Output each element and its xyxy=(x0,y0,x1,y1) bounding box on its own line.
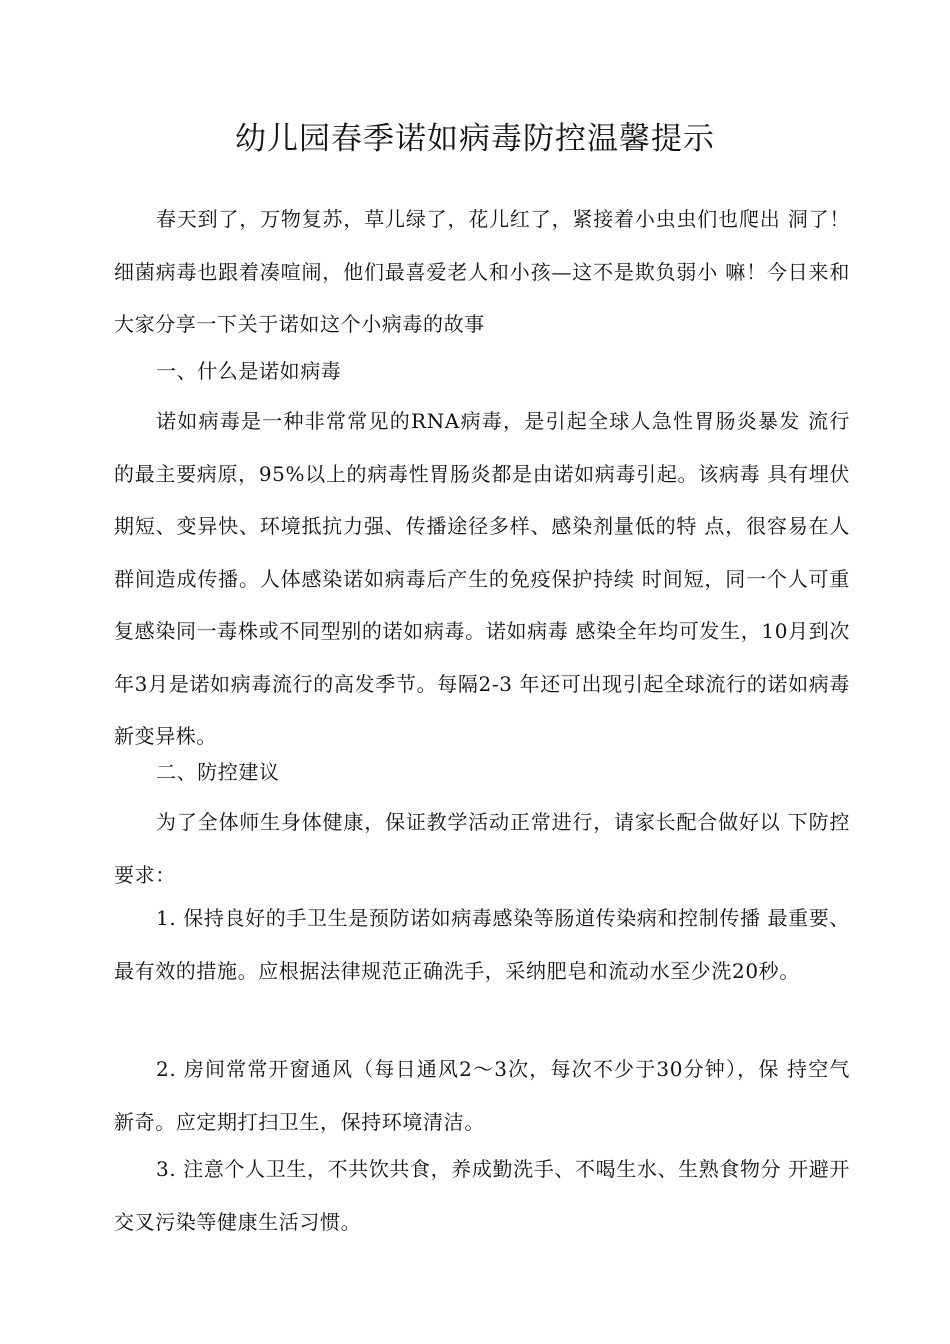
norovirus-description-paragraph: 诺如病毒是一种非常常见的RNA病毒，是引起全球人急性胃肠炎暴发 流行的最主要病原，95%以上的病毒性胃肠炎都是由诺如病毒引起。该病毒 具有埋伏期短、变异快、环境抵抗力强、传播途径多样、感染剂量低的特 点，很容易在人群间造成传播。人体感染诺如病毒后产生的免疫保护持续 时间短，同一个人可重复感染同一毒株或不同型别的诺如病毒。诺如病毒 感染全年均可发生，10月到次年3月是诺如病毒流行的高发季节。每隔2-3 年还可出现引起全球流行的诺如病毒新变异株。 xyxy=(114,409,850,748)
intro-paragraph: 春天到了，万物复苏，草儿绿了，花儿红了，紧接着小虫虫们也爬出 洞了！细菌病毒也跟着凑喧闹，他们最喜爱老人和小孩—这不是欺负弱小 嘛！今日来和大家分享一下关于诺如这个小病毒的故事 xyxy=(114,207,850,336)
section-heading-prevention: 二、防控建议 xyxy=(156,760,280,784)
prevention-item-personal-hygiene: 3. 注意个人卫生，不共饮共食，养成勤洗手、不喝生水、生熟食物分 开避开交叉污染等健康生活习惯。 xyxy=(114,1157,850,1234)
prevention-item-hand-hygiene: 1. 保持良好的手卫生是预防诺如病毒感染等肠道传染病和控制传播 最重要、最有效的措施。应根据法律规范正确洗手，采纳肥皂和流动水至少洗20秒。 xyxy=(114,906,850,983)
prevention-intro-paragraph: 为了全体师生身体健康，保证教学活动正常进行，请家长配合做好以 下防控要求： xyxy=(114,810,850,887)
prevention-item-ventilation: 2. 房间常常开窗通风（每日通风2〜3次，每次不少于30分钟），保 持空气新奇。应定期打扫卫生，保持环境清洁。 xyxy=(114,1057,850,1134)
document-title: 幼儿园春季诺如病毒防控温馨提示 xyxy=(235,120,715,157)
section-heading-what-is-norovirus: 一、什么是诺如病毒 xyxy=(156,359,342,383)
